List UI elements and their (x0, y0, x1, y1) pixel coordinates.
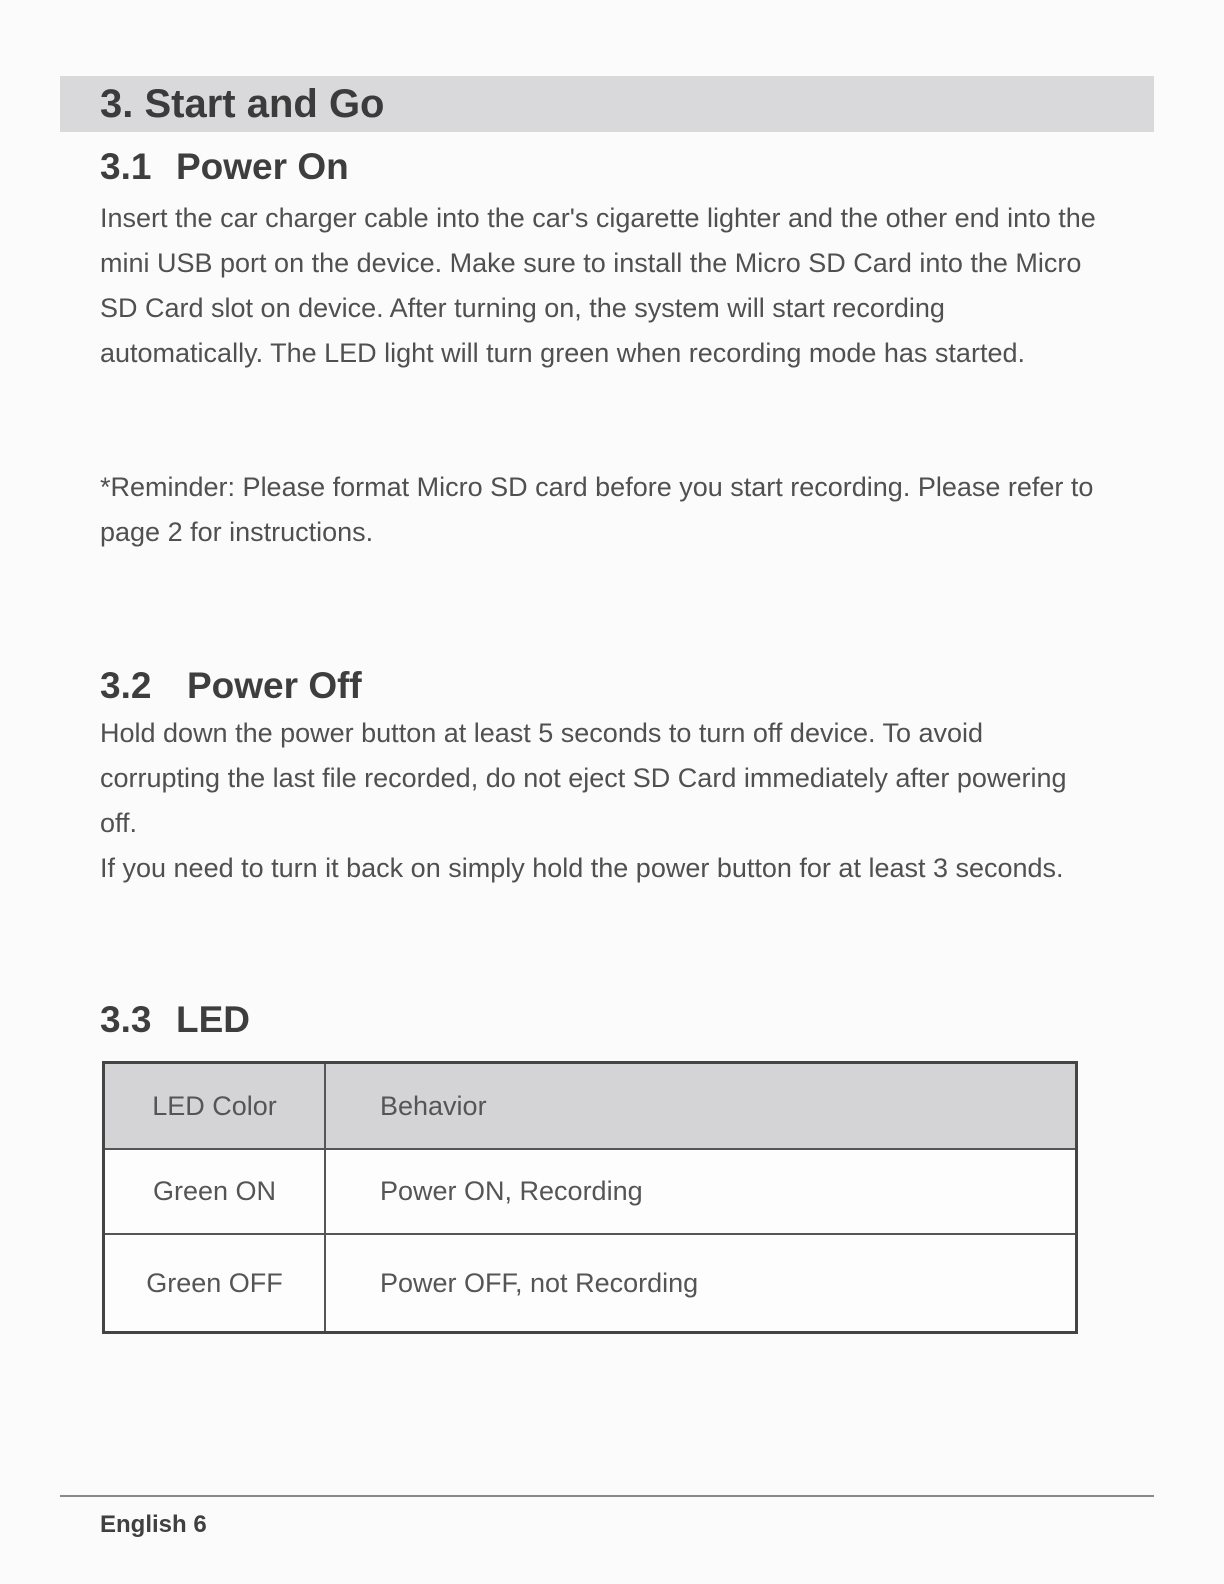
behavior-cell: Power ON, Recording (325, 1149, 1077, 1234)
chapter-title: 3. Start and Go (100, 82, 385, 126)
section-heading-power-off (100, 664, 362, 708)
section-title: Power On (176, 146, 349, 187)
table-row (104, 1234, 1077, 1333)
table-row (104, 1149, 1077, 1234)
page-number: English 6 (100, 1511, 207, 1538)
table-header-behavior: Behavior (325, 1063, 1077, 1150)
section-number: 3.2 (100, 665, 152, 706)
behavior-cell: Power OFF, not Recording (325, 1234, 1077, 1333)
power-on-paragraph: Insert the car charger cable into the car's cigarette lighter and the other end into the mini USB port on the device. Make sure to install the Micro SD Card into the Micro SD Card slot on device. After turning on, the system will start recording automatically. The LED light will turn green when recording mode has started. (100, 203, 1096, 368)
table-header-row (104, 1063, 1077, 1150)
section-number: 3.1 (100, 146, 152, 187)
chapter-banner (60, 76, 1154, 132)
section-heading-led (100, 998, 250, 1042)
led-color-cell: Green OFF (104, 1234, 326, 1333)
section-number: 3.3 (100, 999, 152, 1040)
power-on-again-paragraph: If you need to turn it back on simply hold the power button for at least 3 seconds. (100, 853, 1064, 883)
led-table (102, 1061, 1078, 1334)
section-heading-power-on (100, 145, 349, 189)
power-off-paragraph: Hold down the power button at least 5 seconds to turn off device. To avoid corrupting the last file recorded, do not eject SD Card immediately after powering off. (100, 718, 1067, 838)
table-header-led-color: LED Color (104, 1063, 326, 1150)
section-title: Power Off (187, 665, 362, 706)
section-title: LED (176, 999, 250, 1040)
led-color-cell: Green ON (104, 1149, 326, 1234)
footer-divider (60, 1495, 1154, 1497)
reminder-paragraph: *Reminder: Please format Micro SD card before you start recording. Please refer to page 2 for instructions. (100, 472, 1094, 547)
